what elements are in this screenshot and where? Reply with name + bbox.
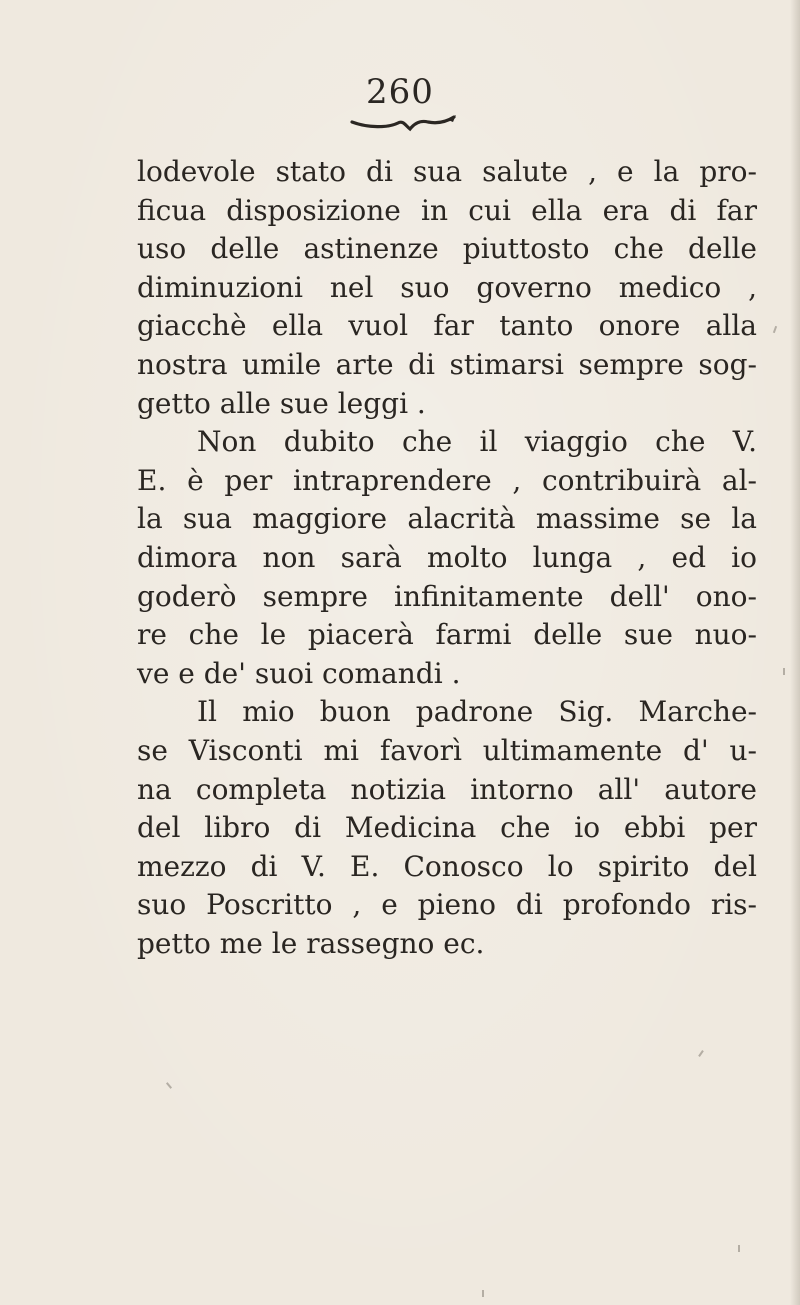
swash-ornament-icon	[348, 114, 458, 136]
text-line: giacchè ella vuol far tanto onore alla	[137, 309, 757, 343]
paper-speck	[482, 1290, 484, 1297]
text-line: Il mio buon padrone Sig. Marche-	[197, 695, 757, 729]
text-line: ve e de' suoi comandi .	[137, 656, 461, 690]
text-line: del libro di Medicina che io ebbi per	[137, 811, 757, 845]
text-line: se Visconti mi favorì ultimamente d' u-	[137, 733, 757, 767]
text-line: lodevole stato di sua salute , e la pro-	[137, 155, 757, 188]
page-number: 260	[366, 72, 434, 112]
text-line: ficua disposizione in cui ella era di far	[137, 193, 757, 227]
text-line: petto me le rassegno ec.	[137, 926, 485, 960]
text-line: nostra umile arte di stimarsi sempre sog-	[137, 347, 757, 381]
text-line: dimora non sarà molto lunga , ed io	[137, 540, 757, 574]
text-line: na completa notizia intorno all' autore	[137, 772, 757, 806]
text-line: getto alle sue leggi .	[137, 386, 426, 420]
text-line: mezzo di V. E. Conosco lo spirito del	[137, 849, 757, 883]
text-line: la sua maggiore alacrità massime se la	[137, 502, 757, 536]
text-line: E. è per intraprendere , contribuirà al-	[137, 463, 757, 497]
text-line: diminuzioni nel suo governo medico ,	[137, 270, 757, 304]
text-line: goderò sempre infinitamente dell' ono-	[137, 579, 757, 613]
letter-text	[137, 153, 757, 963]
text-line: suo Poscritto , e pieno di profondo ris-	[137, 888, 757, 922]
paper-speck	[773, 326, 777, 333]
paper-speck	[698, 1050, 704, 1057]
text-line: Non dubito che il viaggio che V.	[197, 425, 757, 459]
paper-speck	[738, 1245, 740, 1252]
paper-speck	[166, 1082, 172, 1089]
text-line: re che le piacerà farmi delle sue nuo-	[137, 618, 757, 652]
page-edge-shadow	[790, 0, 800, 1305]
text-line: uso delle astinenze piuttosto che delle	[137, 232, 757, 266]
paper-speck	[783, 668, 785, 675]
